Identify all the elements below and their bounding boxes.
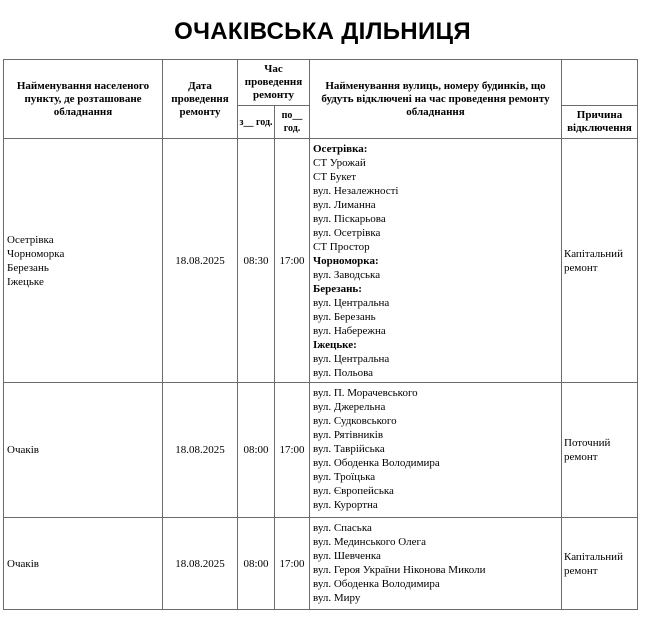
streets-cell — [310, 383, 562, 518]
settlement-heading: Чорноморка: — [313, 255, 379, 267]
outage-schedule-table — [3, 59, 638, 610]
page-title: ОЧАКІВСЬКА ДІЛЬНИЦЯ — [174, 18, 471, 45]
street-item: вул. Троїцька — [313, 471, 376, 483]
street-item: вул. Березань — [313, 311, 376, 323]
street-item: вул. Ободенка Володимира — [313, 457, 440, 469]
date-cell: 18.08.2025 — [163, 518, 238, 610]
time-from-cell: 08:00 — [238, 518, 275, 610]
header-time: Час проведення ремонту — [238, 60, 310, 106]
street-item: вул. Курортна — [313, 499, 378, 511]
street-item: вул. Спаська — [313, 522, 372, 534]
settlement-heading: Осетрівка: — [313, 143, 368, 155]
table-row — [4, 518, 638, 610]
settlement-cell — [4, 383, 163, 518]
time-from-cell: 08:00 — [238, 383, 275, 518]
street-item: вул. Центральна — [313, 353, 390, 365]
street-item: вул. Таврійська — [313, 443, 385, 455]
street-item: вул. Піскарьова — [313, 213, 386, 225]
header-date: Дата проведення ремонту — [163, 60, 238, 139]
street-item: вул. Миру — [313, 592, 361, 604]
settlement-name: Осетрівка — [7, 233, 54, 246]
street-item: вул. Джерельна — [313, 401, 386, 413]
settlement-heading: Іжецьке: — [313, 339, 357, 351]
time-to-cell: 17:00 — [275, 518, 310, 610]
settlement-name: Очаків — [7, 557, 39, 570]
settlement-name: Іжецьке — [7, 275, 44, 288]
settlement-name: Очаків — [7, 444, 39, 456]
header-reason: Причина відключення — [562, 106, 638, 139]
time-from-cell: 08:30 — [238, 139, 275, 383]
street-item: вул. Незалежності — [313, 185, 399, 197]
time-to-cell: 17:00 — [275, 139, 310, 383]
street-item: вул. Героя України Ніконова Миколи — [313, 564, 486, 576]
header-streets: Найменування вулиць, номеру будинків, що будуть відключені на час проведення ремонту обладнання — [310, 60, 562, 139]
reason-cell: Капітальний ремонт — [562, 139, 638, 383]
settlement-cell — [4, 518, 163, 610]
street-item: вул. Польова — [313, 367, 374, 379]
streets-cell — [310, 518, 562, 610]
street-item: вул. Набережна — [313, 325, 386, 337]
time-to-cell: 17:00 — [275, 383, 310, 518]
street-item: вул. Осетрівка — [313, 227, 381, 239]
street-item: вул. Мединського Олега — [313, 536, 426, 548]
street-item: вул. Заводська — [313, 269, 381, 281]
street-item: СТ Урожай — [313, 157, 366, 169]
street-item: СТ Букет — [313, 171, 357, 183]
table-row — [4, 139, 638, 383]
streets-cell — [310, 139, 562, 383]
date-cell: 18.08.2025 — [163, 383, 238, 518]
street-item: вул. Рятівників — [313, 429, 384, 441]
reason-cell: Поточний ремонт — [562, 383, 638, 518]
header-to: по__ год. — [275, 106, 310, 139]
street-item: СТ Простор — [313, 241, 370, 253]
table-row — [4, 383, 638, 518]
reason-cell: Капітальний ремонт — [562, 518, 638, 610]
header-from: з__ год. — [238, 106, 275, 139]
street-item: вул. Шевченка — [313, 550, 381, 562]
settlement-cell — [4, 139, 163, 383]
street-item: вул. Судковського — [313, 415, 397, 427]
header-empty — [562, 60, 638, 106]
street-item: вул. П. Морачевського — [313, 387, 418, 399]
settlement-name: Чорноморка — [7, 247, 65, 260]
header-settlement: Найменування населеного пункту, де розташоване обладнання — [4, 60, 163, 139]
street-item: вул. Ободенка Володимира — [313, 578, 440, 590]
settlement-heading: Березань: — [313, 283, 362, 295]
date-cell: 18.08.2025 — [163, 139, 238, 383]
street-item: вул. Європейська — [313, 485, 394, 497]
street-item: вул. Центральна — [313, 297, 390, 309]
settlement-name: Березань — [7, 261, 49, 274]
street-item: вул. Лиманна — [313, 199, 376, 211]
